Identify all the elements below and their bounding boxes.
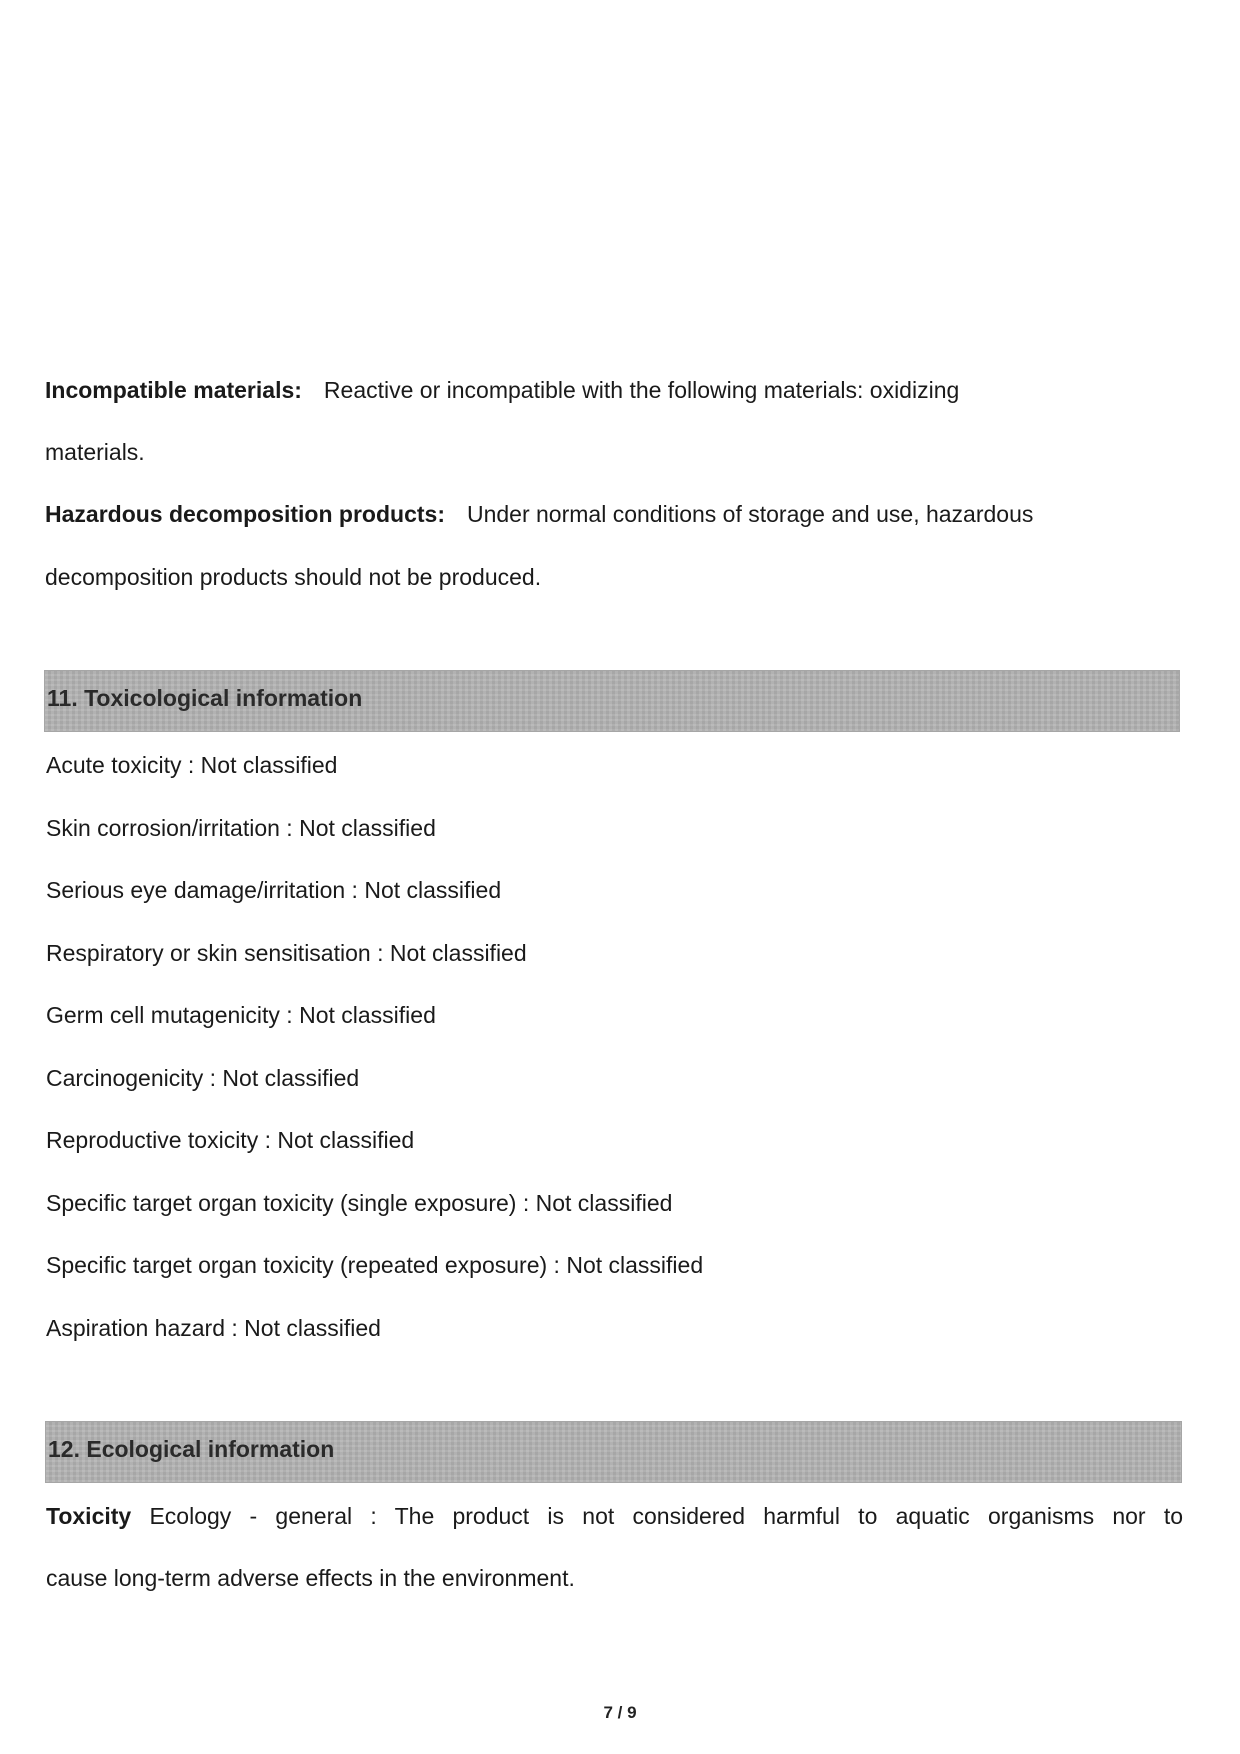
decomposition-products-continuation: decomposition products should not be produced. <box>45 564 542 590</box>
section-12-header <box>45 1421 1182 1483</box>
toxicology-item <box>46 1250 703 1280</box>
toxicology-item <box>46 1000 436 1030</box>
toxicology-item-label: Serious eye damage/irritation <box>46 877 346 903</box>
decomposition-products-line <box>45 499 1033 529</box>
toxicology-item <box>46 1313 381 1343</box>
toxicology-item-label: Acute toxicity <box>46 752 182 778</box>
toxicology-item <box>46 813 436 843</box>
toxicology-item-separator: : <box>370 940 390 966</box>
decomposition-products-text: Under normal conditions of storage and use, hazardous <box>466 501 1034 527</box>
toxicology-item-separator: : <box>181 752 201 778</box>
toxicology-item-label: Reproductive toxicity <box>46 1127 259 1153</box>
toxicology-item-value: Not classified <box>200 752 338 778</box>
decomposition-products-label: Hazardous decomposition products: <box>45 501 445 527</box>
toxicology-item-separator: : <box>547 1252 567 1278</box>
toxicology-item-value: Not classified <box>299 1002 436 1028</box>
toxicology-item <box>46 938 527 968</box>
incompatible-materials-label: Incompatible materials: <box>45 377 302 403</box>
toxicology-item-value: Not classified <box>389 940 527 966</box>
toxicology-item-separator: : <box>279 815 300 841</box>
page-number: 7 / 9 <box>603 1703 637 1722</box>
toxicology-item-value: Not classified <box>566 1252 704 1278</box>
toxicology-item-separator: : <box>258 1127 278 1153</box>
toxicology-item-separator: : <box>345 877 365 903</box>
ecology-toxicity-continuation: cause long-term adverse effects in the environment. <box>46 1565 575 1591</box>
toxicology-item-separator: : <box>203 1065 223 1091</box>
toxicology-item-separator: : <box>225 1315 245 1341</box>
toxicology-item-value: Not classified <box>277 1127 415 1153</box>
toxicology-item-value: Not classified <box>535 1190 673 1216</box>
toxicology-item <box>46 1063 359 1093</box>
section-11-header <box>44 670 1180 732</box>
incompatible-materials-continuation: materials. <box>45 439 145 465</box>
incompatible-materials-line <box>45 375 959 405</box>
section-11-title: 11. Toxicological information <box>47 685 363 711</box>
toxicology-item-label: Aspiration hazard <box>46 1315 225 1341</box>
toxicology-item-label: Skin corrosion/irritation <box>46 815 280 841</box>
toxicology-item <box>46 1188 672 1218</box>
toxicology-item-label: Carcinogenicity <box>46 1065 204 1091</box>
toxicology-item-value: Not classified <box>222 1065 360 1091</box>
toxicology-item-value: Not classified <box>364 877 502 903</box>
toxicology-item-label: Respiratory or skin sensitisation <box>46 940 371 966</box>
toxicology-item <box>46 875 501 905</box>
section-12-title: 12. Ecological information <box>48 1436 335 1462</box>
toxicology-item-separator: : <box>279 1002 300 1028</box>
toxicology-item-separator: : <box>516 1190 536 1216</box>
toxicology-item-label: Specific target organ toxicity (repeated exposure) <box>46 1252 548 1278</box>
toxicology-item <box>46 750 337 780</box>
incompatible-materials-text: Reactive or incompatible with the following materials: oxidizing <box>323 377 960 403</box>
toxicology-item-value: Not classified <box>244 1315 381 1341</box>
ecology-toxicity-text: Ecology - general : The product is not considered harmful to aquatic organisms nor to <box>149 1503 1184 1529</box>
toxicology-item-value: Not classified <box>299 815 436 841</box>
ecology-toxicity-label: Toxicity <box>46 1503 132 1529</box>
toxicology-item <box>46 1125 414 1155</box>
toxicology-item-label: Specific target organ toxicity (single exposure) <box>46 1190 517 1216</box>
ecology-toxicity-line <box>46 1501 1183 1531</box>
toxicology-item-label: Germ cell mutagenicity <box>46 1002 280 1028</box>
